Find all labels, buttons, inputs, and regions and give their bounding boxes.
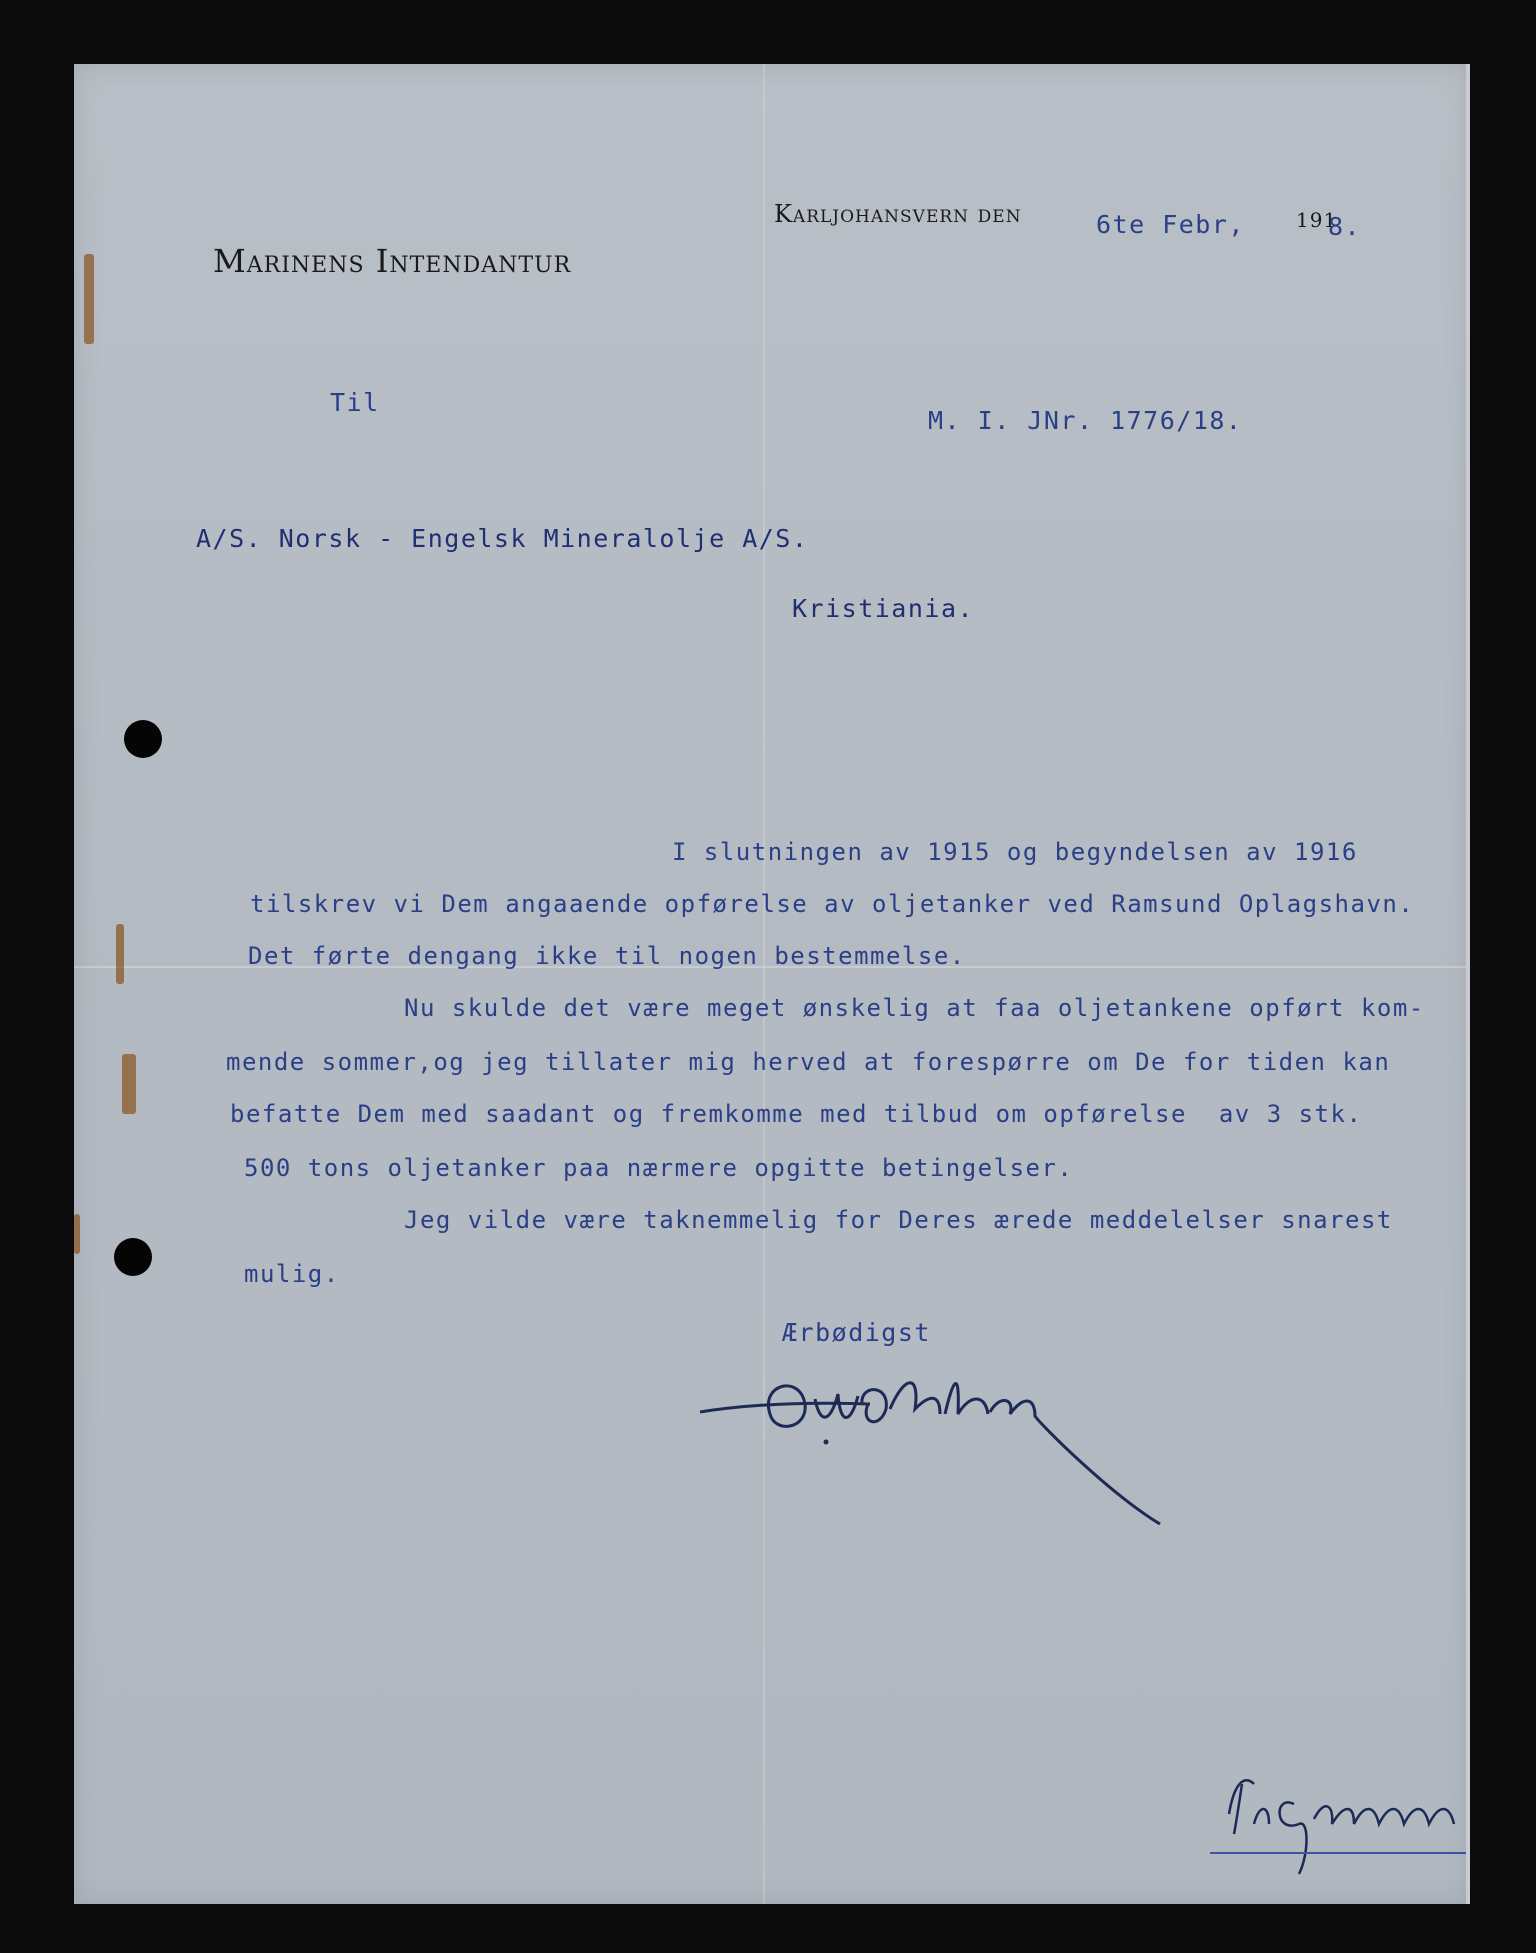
- body-line: I slutningen av 1915 og begyndelsen av 1916: [672, 838, 1358, 866]
- body-line: befatte Dem med saadant og fremkomme med tilbud om opførelse av 3 stk.: [230, 1100, 1363, 1128]
- letterhead-place-date: Karljohansvern den: [774, 200, 1022, 228]
- handwritten-signature-secondary: [1214, 1764, 1474, 1884]
- letter-sheet: [74, 64, 1470, 1904]
- closing-salutation: Ærbødigst: [782, 1318, 931, 1347]
- rust-stain: [122, 1054, 136, 1114]
- letterhead-organization: Marinens Intendantur: [213, 242, 572, 280]
- letterhead-year-prefix: 191: [1296, 208, 1338, 232]
- body-line: 500 tons oljetanker paa nærmere opgitte betingelser.: [244, 1154, 1074, 1182]
- addressee-label: Til: [330, 388, 380, 417]
- body-line: mulig.: [244, 1260, 340, 1288]
- rust-stain: [84, 254, 94, 344]
- punch-hole-lower: [114, 1238, 152, 1276]
- fold-crease-vertical: [763, 64, 765, 1904]
- letter-year-suffix: 8.: [1328, 212, 1362, 241]
- letter-date: 6te Febr,: [1096, 210, 1245, 239]
- addressee-company: A/S. Norsk - Engelsk Mineralolje A/S.: [196, 524, 809, 553]
- body-line: tilskrev vi Dem angaaende opførelse av oljetanker ved Ramsund Oplagshavn.: [250, 890, 1415, 918]
- rust-stain: [116, 924, 124, 984]
- body-line: mende sommer,og jeg tillater mig herved at forespørre om De for tiden kan: [226, 1048, 1391, 1076]
- signature-underline: [1210, 1852, 1466, 1854]
- body-line: Jeg vilde være taknemmelig for Deres ærede meddelelser snarest: [404, 1206, 1393, 1234]
- punch-hole-upper: [124, 720, 162, 758]
- handwritten-signature-main: [690, 1354, 1170, 1534]
- body-line: Det førte dengang ikke til nogen bestemmelse.: [248, 942, 966, 970]
- addressee-city: Kristiania.: [792, 594, 975, 623]
- rust-stain: [74, 1214, 80, 1254]
- sheet-right-edge: [1466, 64, 1470, 1904]
- body-line: Nu skulde det være meget ønskelig at faa oljetankene opført kom-: [404, 994, 1425, 1022]
- journal-reference: M. I. JNr. 1776/18.: [928, 406, 1243, 435]
